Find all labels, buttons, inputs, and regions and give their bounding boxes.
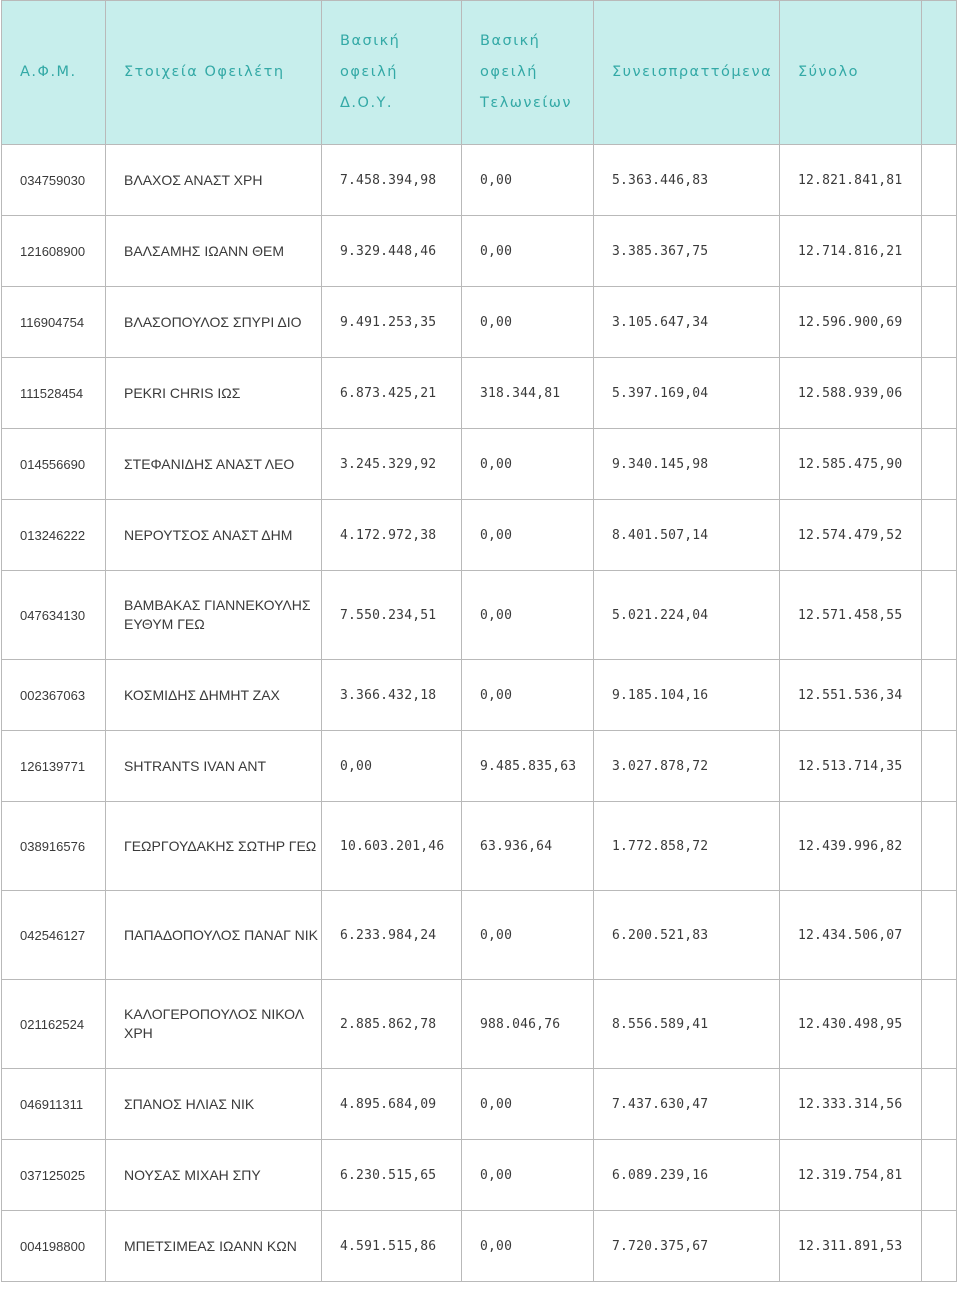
table-row — [2, 500, 957, 571]
basic-customs-cell: 0,00 — [462, 429, 594, 500]
table-row — [2, 429, 957, 500]
afm-cell: 111528454 — [2, 358, 106, 429]
debtor-name-cell: ΚΟΣΜΙΔΗΣ ΔΗΜΗΤ ΖΑΧ — [106, 660, 322, 731]
basic-doy-cell: 6.230.515,65 — [322, 1140, 462, 1211]
basic-customs-cell: 0,00 — [462, 571, 594, 660]
table-row — [2, 1069, 957, 1140]
header-basic-customs — [462, 1, 594, 145]
table-row — [2, 660, 957, 731]
basic-customs-cell: 0,00 — [462, 1211, 594, 1282]
empty-cell — [922, 731, 957, 802]
debtor-name-cell: ΝΟΥΣΑΣ ΜΙΧΑΗ ΣΠΥ — [106, 1140, 322, 1211]
header-basic-doy-line: Βασική — [340, 33, 401, 49]
basic-doy-cell: 4.591.515,86 — [322, 1211, 462, 1282]
total-cell: 12.821.841,81 — [780, 145, 922, 216]
afm-cell: 004198800 — [2, 1211, 106, 1282]
collected-cell: 8.401.507,14 — [594, 500, 780, 571]
total-cell: 12.439.996,82 — [780, 802, 922, 891]
total-cell: 12.333.314,56 — [780, 1069, 922, 1140]
debtor-name-cell: ΒΛΑΧΟΣ ΑΝΑΣΤ ΧΡΗ — [106, 145, 322, 216]
total-cell: 12.571.458,55 — [780, 571, 922, 660]
collected-cell: 6.200.521,83 — [594, 891, 780, 980]
total-cell: 12.513.714,35 — [780, 731, 922, 802]
basic-doy-cell: 7.550.234,51 — [322, 571, 462, 660]
total-cell: 12.319.754,81 — [780, 1140, 922, 1211]
empty-cell — [922, 500, 957, 571]
basic-doy-cell: 9.491.253,35 — [322, 287, 462, 358]
total-cell: 12.551.536,34 — [780, 660, 922, 731]
table-row — [2, 145, 957, 216]
debtor-name-cell: ΚΑΛΟΓΕΡΟΠΟΥΛΟΣ ΝΙΚΟΛ ΧΡΗ — [106, 980, 322, 1069]
afm-cell: 034759030 — [2, 145, 106, 216]
collected-cell: 6.089.239,16 — [594, 1140, 780, 1211]
basic-customs-cell: 0,00 — [462, 1140, 594, 1211]
debtor-name-cell: ΣΠΑΝΟΣ ΗΛΙΑΣ ΝΙΚ — [106, 1069, 322, 1140]
debtor-name-cell: ΝΕΡΟΥΤΣΟΣ ΑΝΑΣΤ ΔΗΜ — [106, 500, 322, 571]
header-total: Σύνολο — [780, 1, 922, 145]
basic-customs-cell: 318.344,81 — [462, 358, 594, 429]
empty-cell — [922, 660, 957, 731]
basic-doy-cell: 2.885.862,78 — [322, 980, 462, 1069]
debtor-name-cell: SHTRANTS IVAN ANT — [106, 731, 322, 802]
table-row — [2, 358, 957, 429]
header-afm: Α.Φ.Μ. — [2, 1, 106, 145]
empty-cell — [922, 1211, 957, 1282]
debtor-name-cell: ΓΕΩΡΓΟΥΔΑΚΗΣ ΣΩΤΗΡ ΓΕΩ — [106, 802, 322, 891]
header-basic-doy-line: Δ.Ο.Υ. — [340, 95, 394, 111]
basic-doy-cell: 4.172.972,38 — [322, 500, 462, 571]
afm-cell: 126139771 — [2, 731, 106, 802]
table-row — [2, 980, 957, 1069]
table-row — [2, 891, 957, 980]
debtor-name-cell: ΠΑΠΑΔΟΠΟΥΛΟΣ ΠΑΝΑΓ ΝΙΚ — [106, 891, 322, 980]
total-cell: 12.596.900,69 — [780, 287, 922, 358]
total-cell: 12.430.498,95 — [780, 980, 922, 1069]
collected-cell: 1.772.858,72 — [594, 802, 780, 891]
afm-cell: 038916576 — [2, 802, 106, 891]
collected-cell: 5.021.224,04 — [594, 571, 780, 660]
empty-cell — [922, 358, 957, 429]
header-empty-cell — [922, 1, 957, 145]
debtor-name-cell: ΜΠΕΤΣΙΜΕΑΣ ΙΩΑΝΝ ΚΩΝ — [106, 1211, 322, 1282]
afm-cell: 046911311 — [2, 1069, 106, 1140]
header-basic-doy — [322, 1, 462, 145]
header-debtor: Στοιχεία Οφειλέτη — [106, 1, 322, 145]
debtor-name-cell: ΣΤΕΦΑΝΙΔΗΣ ΑΝΑΣΤ ΛΕΟ — [106, 429, 322, 500]
header-basic-customs-line: Τελωνείων — [480, 95, 573, 111]
empty-cell — [922, 891, 957, 980]
collected-cell: 3.385.367,75 — [594, 216, 780, 287]
collected-cell: 5.363.446,83 — [594, 145, 780, 216]
table-row — [2, 1211, 957, 1282]
debtor-name-cell: ΒΑΜΒΑΚΑΣ ΓΙΑΝΝΕΚΟΥΛΗΣ ΕΥΘΥΜ ΓΕΩ — [106, 571, 322, 660]
table-row — [2, 1140, 957, 1211]
table-header-row — [2, 1, 957, 145]
total-cell: 12.311.891,53 — [780, 1211, 922, 1282]
basic-doy-cell: 3.245.329,92 — [322, 429, 462, 500]
header-basic-customs-line: οφειλή — [480, 64, 538, 80]
basic-customs-cell: 0,00 — [462, 660, 594, 731]
basic-doy-cell: 6.233.984,24 — [322, 891, 462, 980]
afm-cell: 116904754 — [2, 287, 106, 358]
basic-customs-cell: 63.936,64 — [462, 802, 594, 891]
collected-cell: 9.340.145,98 — [594, 429, 780, 500]
basic-doy-cell: 9.329.448,46 — [322, 216, 462, 287]
table-row — [2, 731, 957, 802]
basic-doy-cell: 10.603.201,46 — [322, 802, 462, 891]
basic-doy-cell: 0,00 — [322, 731, 462, 802]
empty-cell — [922, 1069, 957, 1140]
afm-cell: 013246222 — [2, 500, 106, 571]
header-basic-doy-line: οφειλή — [340, 64, 398, 80]
afm-cell: 121608900 — [2, 216, 106, 287]
basic-customs-cell: 0,00 — [462, 216, 594, 287]
total-cell: 12.434.506,07 — [780, 891, 922, 980]
header-collected: Συνεισπραττόμενα — [594, 1, 780, 145]
basic-doy-cell: 7.458.394,98 — [322, 145, 462, 216]
collected-cell: 9.185.104,16 — [594, 660, 780, 731]
basic-customs-cell: 9.485.835,63 — [462, 731, 594, 802]
empty-cell — [922, 145, 957, 216]
basic-customs-cell: 0,00 — [462, 500, 594, 571]
afm-cell: 014556690 — [2, 429, 106, 500]
basic-customs-cell: 0,00 — [462, 1069, 594, 1140]
empty-cell — [922, 429, 957, 500]
table-row — [2, 571, 957, 660]
empty-cell — [922, 802, 957, 891]
basic-doy-cell: 3.366.432,18 — [322, 660, 462, 731]
afm-cell: 047634130 — [2, 571, 106, 660]
collected-cell: 8.556.589,41 — [594, 980, 780, 1069]
empty-cell — [922, 216, 957, 287]
table-row — [2, 287, 957, 358]
afm-cell: 037125025 — [2, 1140, 106, 1211]
debtor-name-cell: ΒΑΛΣΑΜΗΣ ΙΩΑΝΝ ΘΕΜ — [106, 216, 322, 287]
basic-customs-cell: 0,00 — [462, 891, 594, 980]
table-row — [2, 216, 957, 287]
debtor-name-cell: ΒΛΑΣΟΠΟΥΛΟΣ ΣΠΥΡΙ ΔΙΟ — [106, 287, 322, 358]
total-cell: 12.714.816,21 — [780, 216, 922, 287]
collected-cell: 3.027.878,72 — [594, 731, 780, 802]
empty-cell — [922, 571, 957, 660]
basic-customs-cell: 0,00 — [462, 287, 594, 358]
collected-cell: 7.720.375,67 — [594, 1211, 780, 1282]
debtors-table — [1, 0, 957, 1282]
empty-cell — [922, 980, 957, 1069]
table-row — [2, 802, 957, 891]
total-cell: 12.588.939,06 — [780, 358, 922, 429]
basic-doy-cell: 6.873.425,21 — [322, 358, 462, 429]
collected-cell: 7.437.630,47 — [594, 1069, 780, 1140]
basic-customs-cell: 0,00 — [462, 145, 594, 216]
collected-cell: 5.397.169,04 — [594, 358, 780, 429]
afm-cell: 021162524 — [2, 980, 106, 1069]
basic-doy-cell: 4.895.684,09 — [322, 1069, 462, 1140]
afm-cell: 002367063 — [2, 660, 106, 731]
header-basic-customs-line: Βασική — [480, 33, 541, 49]
empty-cell — [922, 287, 957, 358]
empty-cell — [922, 1140, 957, 1211]
debtor-name-cell: PEKRI CHRIS ΙΩΣ — [106, 358, 322, 429]
basic-customs-cell: 988.046,76 — [462, 980, 594, 1069]
total-cell: 12.585.475,90 — [780, 429, 922, 500]
afm-cell: 042546127 — [2, 891, 106, 980]
total-cell: 12.574.479,52 — [780, 500, 922, 571]
collected-cell: 3.105.647,34 — [594, 287, 780, 358]
